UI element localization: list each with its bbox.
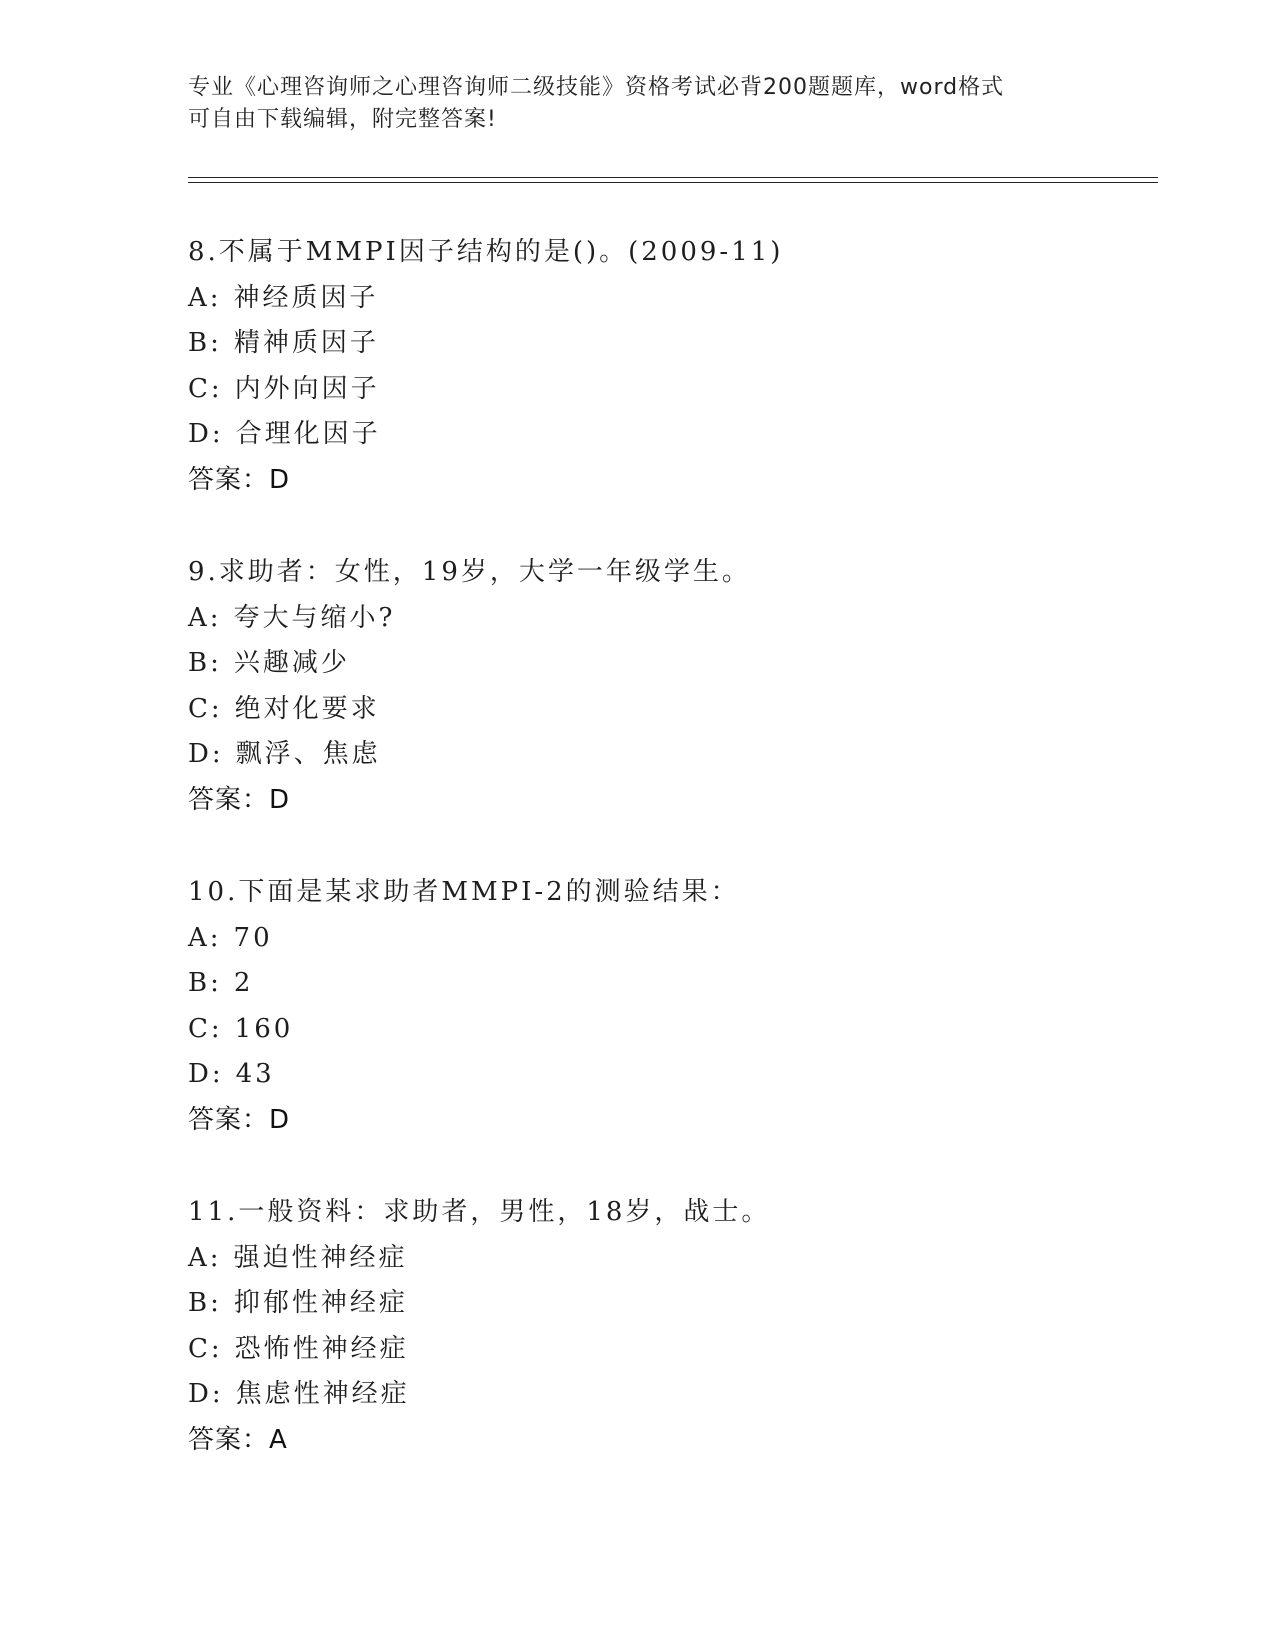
answer-line: 答案：A — [188, 1424, 288, 1455]
option-d — [188, 1058, 1148, 1104]
option-text: 70 — [233, 922, 273, 953]
option-d — [188, 738, 1148, 784]
option-c — [188, 373, 1148, 419]
option-b — [188, 647, 1148, 693]
question-10 — [188, 876, 1148, 1196]
option-key: A: — [188, 922, 222, 953]
option-key: D: — [188, 1059, 224, 1089]
header-line-2: 可自由下载编辑，附完整答案! — [188, 107, 497, 132]
option-key: D: — [188, 1379, 224, 1409]
option-text: 焦虑性神经症 — [235, 1379, 410, 1409]
option-text: 精神质因子 — [233, 328, 379, 358]
option-key: B: — [188, 328, 222, 358]
answer-line: 答案：D — [188, 464, 291, 495]
option-text: 兴趣减少 — [233, 648, 350, 678]
option-key: D: — [188, 419, 224, 449]
question-9 — [188, 556, 1148, 876]
option-text: 内外向因子 — [234, 373, 380, 404]
answer-line: 答案：D — [188, 784, 291, 815]
option-text: 43 — [235, 1059, 275, 1089]
option-b — [188, 967, 1148, 1013]
option-c — [188, 1333, 1148, 1379]
option-key: A: — [188, 602, 222, 633]
header-line-1: 专业《心理咨询师之心理咨询师二级技能》资格考试必背200题题库，word格式 — [188, 75, 1005, 100]
option-key: C: — [188, 1013, 223, 1044]
option-b — [188, 1287, 1148, 1333]
option-key: A: — [188, 1242, 222, 1273]
option-key: C: — [188, 373, 223, 404]
question-stem: 8.不属于MMPI因子结构的是()。(2009-11) — [188, 237, 784, 267]
option-key: C: — [188, 693, 223, 724]
option-key: B: — [188, 648, 222, 678]
option-a — [188, 1242, 1148, 1288]
option-key: B: — [188, 1288, 222, 1318]
option-d — [188, 1378, 1148, 1424]
option-text: 绝对化要求 — [234, 693, 380, 724]
option-text: 抑郁性神经症 — [233, 1288, 408, 1318]
question-11 — [188, 1196, 1148, 1516]
option-text: 神经质因子 — [233, 282, 379, 313]
option-d — [188, 418, 1148, 464]
option-text: 2 — [233, 968, 254, 998]
option-c — [188, 693, 1148, 739]
question-stem: 9.求助者：女性，19岁，大学一年级学生。 — [188, 557, 751, 587]
answer-line: 答案：D — [188, 1104, 291, 1135]
header-divider-bottom — [188, 182, 1158, 183]
question-list — [188, 236, 1148, 1516]
option-key: C: — [188, 1333, 223, 1364]
question-8 — [188, 236, 1148, 556]
question-stem: 10.下面是某求助者MMPI-2的测验结果： — [188, 877, 740, 907]
option-a — [188, 602, 1148, 648]
option-c — [188, 1013, 1148, 1059]
option-text: 强迫性神经症 — [233, 1242, 408, 1273]
option-text: 恐怖性神经症 — [234, 1333, 409, 1364]
option-text: 飘浮、焦虑 — [235, 739, 381, 769]
header-divider-top — [188, 177, 1158, 178]
option-key: B: — [188, 968, 222, 998]
option-key: D: — [188, 739, 224, 769]
question-stem: 11.一般资料：求助者，男性，18岁，战士。 — [188, 1197, 771, 1227]
option-key: A: — [188, 282, 222, 313]
option-a — [188, 282, 1148, 328]
option-text: 夸大与缩小? — [233, 602, 396, 633]
option-text: 合理化因子 — [235, 419, 381, 449]
option-text: 160 — [234, 1013, 294, 1044]
option-a — [188, 922, 1148, 968]
document-header — [188, 72, 1088, 136]
option-b — [188, 327, 1148, 373]
